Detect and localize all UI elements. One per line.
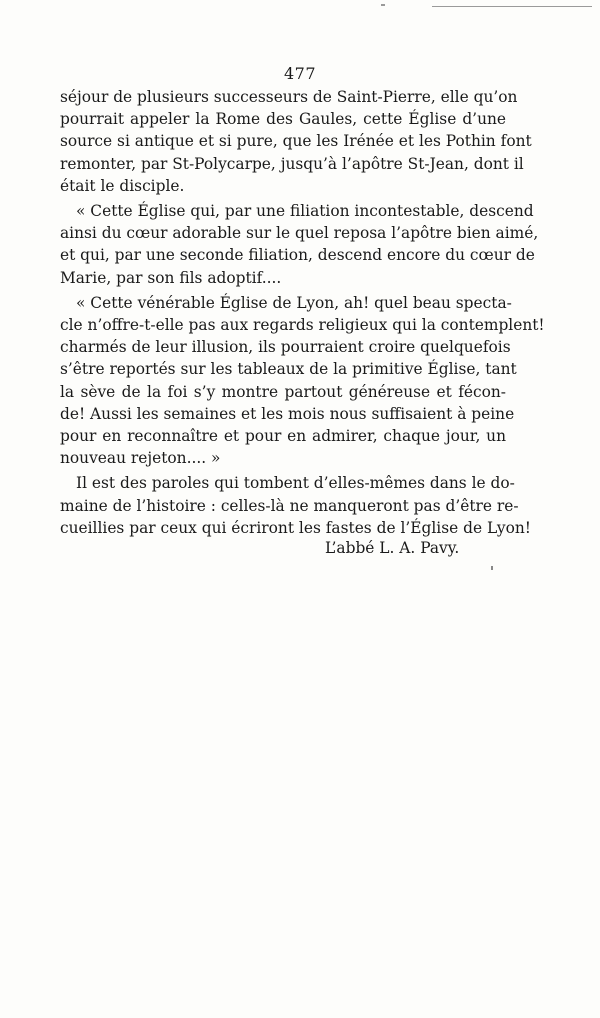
text-line: séjour de plusieurs successeurs de Saint-Pierre, elle qu’on (60, 88, 518, 106)
text-line: « Cette Église qui, par une filiation incontestable, descend (76, 202, 534, 221)
margin-mark (381, 4, 385, 6)
body-text (60, 86, 545, 542)
text-line: et qui, par une seconde filiation, descend encore du cœur de (60, 246, 535, 265)
text-line: la sève de la foi s’y montre partout généreuse et fécon- (60, 382, 506, 401)
paragraph (60, 472, 531, 539)
text-line: charmés de leur illusion, ils pourraient croire quelquefois (60, 338, 511, 357)
text-line: de! Aussi les semaines et les mois nous suffisaient à peine (60, 404, 515, 423)
text-line: était le disciple. (60, 176, 185, 195)
text-line: s’être reportés sur les tableaux de la primitive Église, tant (60, 360, 517, 379)
text-line: cueillies par ceux qui écriront les fastes de l’Église de Lyon! (60, 518, 531, 537)
text-line: cle n’offre-t-elle pas aux regards religieux qui la contemplent! (60, 316, 545, 335)
paper-speck (491, 566, 493, 570)
text-line: ainsi du cœur adorable sur le quel reposa l’apôtre bien aimé, (60, 224, 539, 243)
page-number: 477 (283, 64, 317, 83)
text-line: maine de l’histoire : celles-là ne manqueront pas d’être re- (60, 496, 519, 515)
paragraph (60, 86, 532, 197)
text-line: « Cette vénérable Église de Lyon, ah! quel beau specta- (76, 293, 512, 312)
paragraph (60, 200, 539, 289)
text-line: nouveau rejeton.... » (60, 449, 221, 468)
text-line: remonter, par St-Polycarpe, jusqu’à l’apôtre St-Jean, dont il (60, 154, 524, 173)
top-rule (432, 6, 592, 7)
text-line: pour en reconnaître et pour en admirer, chaque jour, un (60, 427, 506, 446)
text-line: Il est des paroles qui tombent d’elles-mêmes dans le do- (76, 474, 515, 493)
author-signature: L’abbé L. A. Pavy. (325, 539, 460, 557)
paragraph (60, 292, 545, 470)
text-line: source si antique et si pure, que les Irénée et les Pothin font (60, 132, 532, 151)
text-line: Marie, par son fils adoptif.... (60, 268, 282, 287)
text-line: pourrait appeler la Rome des Gaules, cette Église d’une (60, 110, 506, 129)
